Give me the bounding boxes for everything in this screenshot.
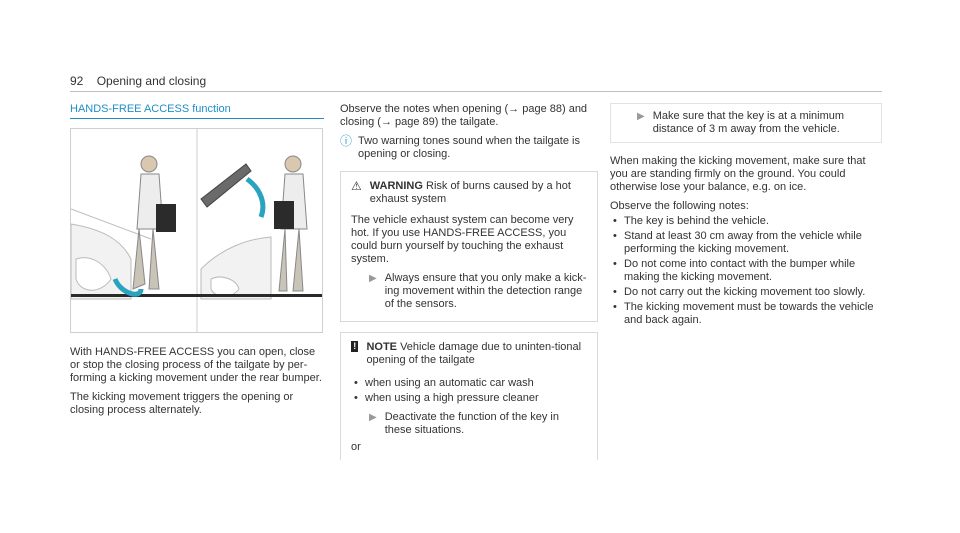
column-2 [340, 103, 598, 460]
key-distance-action [619, 110, 873, 136]
action-arrow-icon: ▶ [637, 111, 645, 122]
illustration [70, 128, 323, 333]
note-item: • The key is behind the vehicle. [610, 215, 882, 228]
alternate-paragraph: The kicking movement triggers the opening or closing process alternately. [70, 391, 294, 416]
section-underline [70, 118, 324, 119]
stand-firmly-paragraph: When making the kicking movement, make sure that you are standing firmly on the ground. You could otherwise lose your balance, e.g. on ice. [610, 155, 866, 193]
column-1 [70, 346, 326, 423]
warning-box [340, 171, 598, 322]
action-arrow-icon: ▶ [369, 412, 377, 423]
page-number: 92 [70, 74, 84, 88]
warning-text: The vehicle exhaust system can become very hot. If you use HANDS-FREE ACCESS, you could burn yourself by touching the exhaust system. [351, 214, 574, 265]
note-item: • Stand at least 30 cm away from the vehicle while performing the kicking movement. [610, 230, 882, 256]
warning-title: Risk of burns caused by a hot exhaust system [369, 180, 571, 205]
warning-label: WARNING [369, 180, 423, 192]
notice-header [341, 333, 597, 371]
notice-title: Vehicle damage due to uninten-tional opening of the tailgate [366, 341, 582, 366]
intro-paragraph: With HANDS-FREE ACCESS you can open, close or stop the closing process of the tailgate by per-forming a kicking movement under the rear bumper. [70, 346, 322, 384]
warning-action [351, 272, 587, 311]
warning-body [341, 210, 597, 321]
notice-tail: or [351, 441, 361, 453]
notice-body [341, 371, 597, 460]
observe-following: Observe the following notes: [610, 200, 749, 212]
observe-notes: Observe the notes when opening (→ page 88) and closing (→ page 89) the tailgate. [340, 103, 588, 128]
notice-bullets [351, 377, 587, 405]
notice-label: NOTE [366, 341, 397, 353]
section-title: HANDS-FREE ACCESS function [70, 103, 231, 115]
info-note [340, 135, 598, 161]
header-divider [70, 91, 882, 92]
action-arrow-icon: ▶ [369, 273, 377, 284]
page-header [70, 74, 206, 88]
notes-list [610, 215, 882, 327]
notice-action [351, 411, 587, 437]
notice-box [340, 332, 598, 460]
notice-bullet: • when using a high pressure cleaner [351, 392, 587, 405]
warning-action-text: Always ensure that you only make a kick-ing movement within the detection range of the sensors. [384, 272, 587, 310]
action-box [610, 103, 882, 143]
info-icon: ⓘ [340, 134, 353, 148]
key-distance-text: Make sure that the key is at a minimum distance of 3 m away from the vehicle. [652, 110, 845, 135]
notice-action-text: Deactivate the function of the key in these situations. [384, 411, 559, 436]
exclamation-icon: ! [351, 341, 358, 352]
warning-header [341, 172, 597, 210]
note-item: • Do not carry out the kicking movement too slowly. [610, 286, 882, 299]
warning-triangle-icon: ⚠ [351, 179, 362, 193]
note-item: • Do not come into contact with the bumper while making the kicking movement. [610, 258, 882, 284]
info-note-text: Two warning tones sound when the tailgate is opening or closing. [358, 135, 580, 160]
column-3 [610, 103, 882, 331]
chapter-title: Opening and closing [96, 74, 207, 88]
note-item: • The kicking movement must be towards the vehicle and back again. [610, 301, 882, 327]
kick-illustration [71, 129, 323, 333]
notice-bullet: • when using an automatic car wash [351, 377, 587, 390]
